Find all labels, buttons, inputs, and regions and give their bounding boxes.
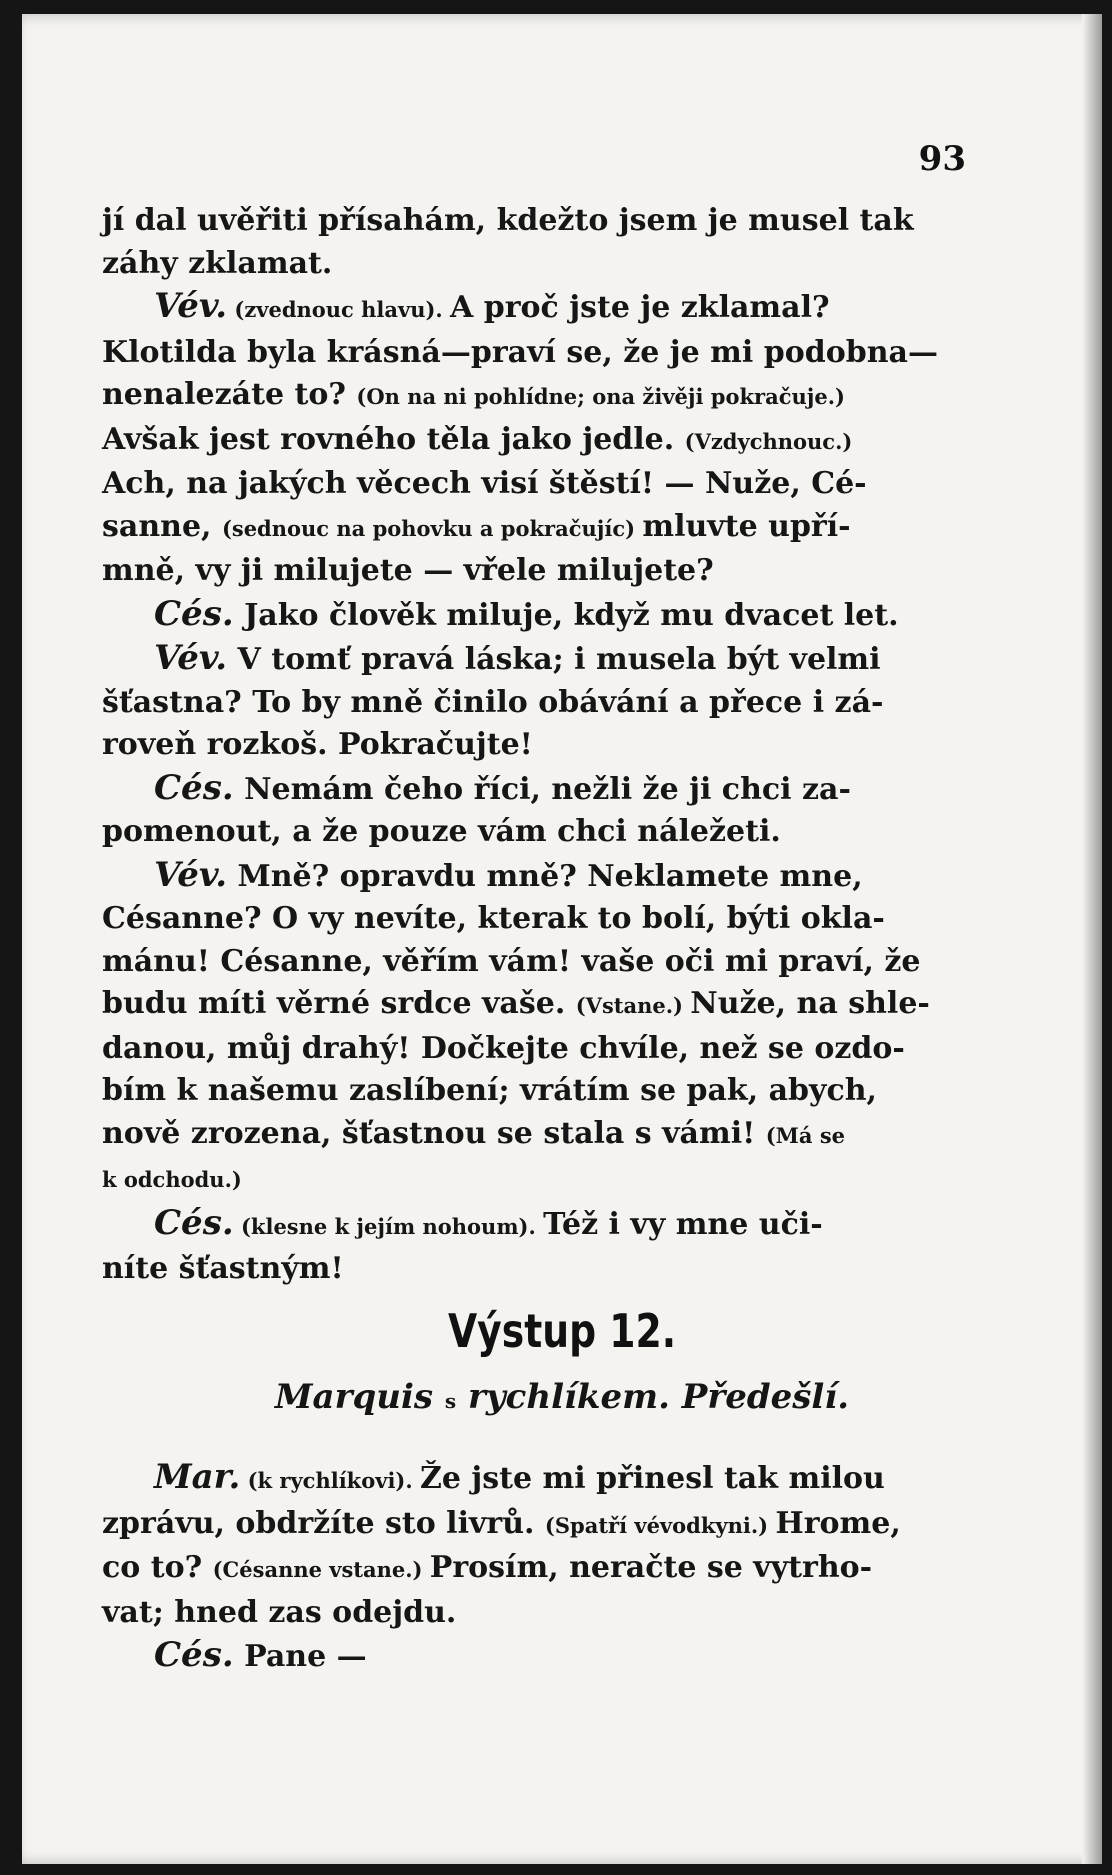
dialogue-text: Klotilda byla krásná—praví se, že je mi podobna— bbox=[102, 334, 938, 370]
text-line bbox=[102, 200, 972, 243]
dialogue-text: nenalezáte to? bbox=[102, 377, 357, 412]
dialogue-text: jí dal uvěřiti přísahám, kdežto jsem je musel tak bbox=[102, 203, 914, 238]
speaker-name: Cés. bbox=[154, 1635, 234, 1675]
text-line bbox=[102, 550, 972, 593]
text-line bbox=[102, 1248, 972, 1291]
stage-direction: (Césanne vstane.) bbox=[212, 1557, 430, 1582]
dialogue-text: Hrome, bbox=[775, 1505, 901, 1541]
speaker-name: Cés. bbox=[154, 767, 234, 808]
scene-characters-b: rychlíkem. Předešlí. bbox=[468, 1377, 850, 1417]
text-line bbox=[102, 506, 972, 551]
text-line bbox=[102, 1157, 972, 1202]
page-number: 93 bbox=[918, 139, 966, 179]
dialogue-text: záhy zklamat. bbox=[102, 245, 333, 281]
text-line bbox=[102, 1592, 972, 1635]
text-line bbox=[102, 419, 972, 464]
dialogue-text: níte šťastným! bbox=[102, 1251, 344, 1286]
dialogue-text: Ach, na jakých věcech visí štěstí! — Nuže, Cé- bbox=[102, 466, 867, 501]
dialogue-text: bím k našemu zaslíbení; vrátím se pak, abych, bbox=[102, 1073, 877, 1108]
dialogue-text-block bbox=[102, 200, 972, 1291]
dialogue-text: vat; hned zas odejdu. bbox=[102, 1594, 457, 1630]
dialogue-text: co to? bbox=[102, 1550, 213, 1585]
dialogue-text: Že jste mi přinesl tak milou bbox=[419, 1461, 885, 1496]
text-line bbox=[102, 1503, 972, 1548]
book-page bbox=[22, 14, 1102, 1864]
text-line bbox=[102, 593, 972, 638]
dialogue-text: mánu! Césanne, věřím vám! vaše oči mi praví, že bbox=[102, 943, 921, 979]
stage-direction: (Spatří vévodkyni.) bbox=[544, 1512, 776, 1538]
text-line bbox=[102, 811, 972, 854]
text-line bbox=[102, 1070, 972, 1113]
dialogue-text: mně, vy ji milujete — vřele milujete? bbox=[102, 553, 714, 588]
text-line bbox=[102, 1547, 972, 1592]
stage-direction: (Vzdychnouc.) bbox=[684, 428, 853, 454]
text-line bbox=[102, 854, 972, 899]
text-line bbox=[102, 767, 972, 812]
speaker-name: Cés. bbox=[154, 593, 234, 634]
dialogue-text: V tomť pravá láska; i musela být velmi bbox=[227, 642, 881, 677]
dialogue-text: nově zrozena, šťastnou se stala s vámi! bbox=[102, 1115, 766, 1151]
dialogue-text: Pane — bbox=[233, 1639, 367, 1674]
dialogue-text: Jako člověk miluje, když mu dvacet let. bbox=[233, 597, 899, 633]
text-line bbox=[102, 1456, 972, 1503]
dialogue-text: Nuže, na shle- bbox=[690, 986, 930, 1021]
text-line bbox=[102, 941, 972, 984]
text-line bbox=[102, 1634, 972, 1679]
speaker-name: Vév. bbox=[154, 854, 228, 895]
dialogue-text: Césanne? O vy nevíte, kterak to bolí, býti okla- bbox=[102, 901, 885, 936]
dialogue-text: roveň rozkoš. Pokračujte! bbox=[102, 727, 533, 762]
text-line bbox=[102, 374, 972, 419]
dialogue-text: mluvte upří- bbox=[642, 508, 851, 544]
stage-direction: k odchodu.) bbox=[102, 1167, 242, 1192]
dialogue-text: danou, můj drahý! Dočkejte chvíle, než se ozdo- bbox=[102, 1030, 905, 1066]
dialogue-text: zprávu, obdržíte sto livrů. bbox=[102, 1505, 545, 1541]
stage-direction: (Vstane.) bbox=[575, 993, 691, 1018]
dialogue-text: sanne, bbox=[102, 508, 222, 544]
speaker-name: Mar. bbox=[154, 1457, 241, 1497]
text-line bbox=[102, 637, 972, 682]
speaker-name: Vév. bbox=[154, 286, 228, 326]
dialogue-text: Mně? opravdu mně? Neklamete mne, bbox=[227, 858, 863, 894]
speaker-name: Vév. bbox=[154, 638, 228, 678]
text-line bbox=[102, 983, 972, 1028]
stage-direction: (zvednouc hlavu). bbox=[227, 297, 451, 322]
dialogue-text: Též i vy mne uči- bbox=[543, 1206, 823, 1242]
dialogue-text: šťastna? To by mně činilo obávání a přece i zá- bbox=[102, 684, 884, 720]
dialogue-text: pomenout, a že pouze vám chci náležeti. bbox=[102, 814, 781, 849]
scene-characters-a: Marquis bbox=[274, 1377, 434, 1417]
dialogue-text: Prosím, neračte se vytrho- bbox=[429, 1550, 873, 1585]
text-line bbox=[102, 1113, 972, 1158]
stage-direction: (On na ni pohlídne; ona živěji pokračuje.) bbox=[356, 384, 845, 409]
stage-direction: (k rychlíkovi). bbox=[240, 1468, 420, 1493]
stage-direction: (Má se bbox=[765, 1122, 846, 1148]
dialogue-text: Nemám čeho říci, nežli že ji chci za- bbox=[233, 771, 851, 807]
dialogue-text: budu míti věrné srdce vaše. bbox=[102, 986, 576, 1021]
speaker-name: Cés. bbox=[154, 1202, 234, 1243]
dialogue-text-block-2 bbox=[102, 1456, 972, 1679]
scene-characters-conj: s bbox=[444, 1389, 457, 1413]
dialogue-text: Avšak jest rovného těla jako jedle. bbox=[102, 421, 685, 457]
stage-direction: (klesne k jejím nohoum). bbox=[233, 1213, 544, 1239]
text-line bbox=[102, 682, 972, 725]
text-line bbox=[102, 898, 972, 941]
text-line bbox=[102, 724, 972, 767]
stage-direction: (sednouc na pohovku a pokračujíc) bbox=[221, 515, 643, 541]
text-line bbox=[102, 1202, 972, 1249]
text-line bbox=[102, 285, 972, 332]
text-line bbox=[102, 332, 972, 375]
dialogue-text: A proč jste je zklamal? bbox=[450, 290, 830, 325]
text-line bbox=[102, 1028, 972, 1071]
page-edge-shadow bbox=[1082, 14, 1102, 1864]
text-line bbox=[102, 243, 972, 286]
text-line bbox=[102, 463, 972, 506]
scene-title: Výstup 12. bbox=[447, 1304, 677, 1358]
scene-characters bbox=[22, 1377, 1102, 1417]
